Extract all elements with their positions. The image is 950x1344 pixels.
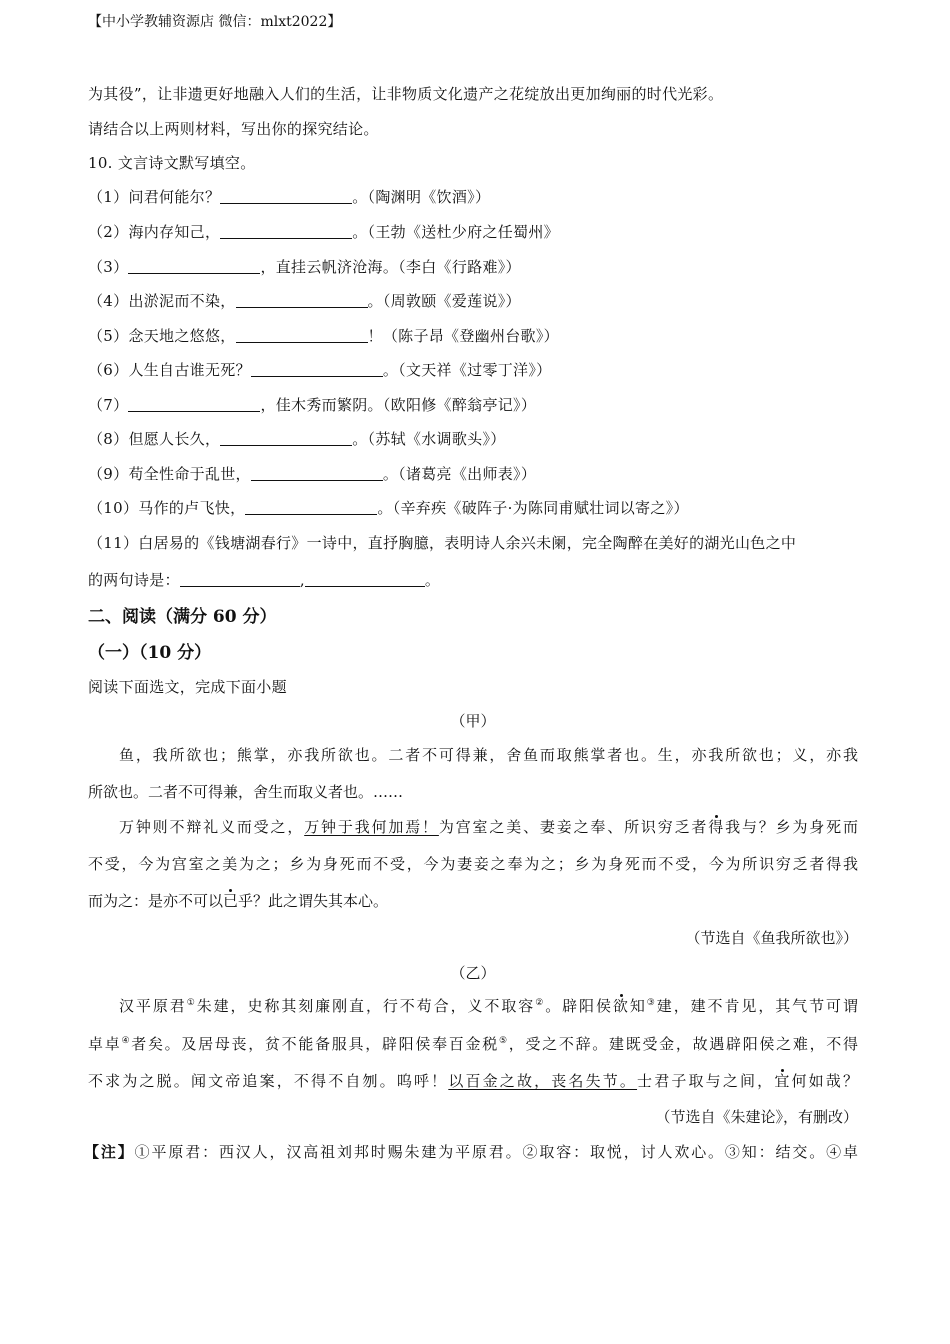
- notes-text: ①平原君：西汉人，汉高祖刘邦时赐朱建为平原君。②取容：取悦，讨人欢心。③知：结交。④卓: [134, 1143, 858, 1161]
- item-prefix: （6）人生自古谁无死？: [88, 361, 251, 379]
- yi-line-2: [88, 1033, 858, 1054]
- item-prefix: （4）出淤泥而不染，: [88, 292, 236, 310]
- item-prefix: （3）: [88, 258, 129, 276]
- question-10-item: [88, 428, 506, 449]
- item-suffix: ，佳木秀而繁阴。（欧阳修《醉翁亭记》）: [260, 396, 537, 414]
- notes-label: 【注】: [84, 1143, 135, 1161]
- answer-blank[interactable]: [305, 572, 425, 587]
- yi-source: （节选自《朱建论》，有删改）: [655, 1108, 858, 1126]
- dotted-character: 已: [223, 892, 239, 910]
- text-span: 万钟则不辩礼义而受之，: [119, 818, 305, 836]
- text-span: ，受之不辞。建既受金，故遇辟阳侯之难，不得: [508, 1035, 858, 1053]
- question-10-item: [88, 325, 559, 346]
- intro-line-2: 请结合以上两则材料，写出你的探究结论。: [88, 120, 379, 138]
- passage-jia-label: （甲）: [450, 712, 496, 730]
- answer-blank[interactable]: [251, 362, 383, 377]
- text-span: 士君子取与之间，: [637, 1072, 775, 1090]
- item-11-line-2: [88, 569, 440, 590]
- item-suffix: 。（文天祥《过零丁洋》）: [382, 361, 552, 379]
- item-prefix: （7）: [88, 396, 129, 414]
- item-11-prefix: 的两句诗是：: [88, 571, 180, 589]
- item-prefix: （8）但愿人长久，: [88, 430, 221, 448]
- footnote-marker: ②: [535, 998, 546, 1008]
- item-suffix: 。（陶渊明《饮酒》）: [352, 188, 491, 206]
- answer-blank[interactable]: [128, 259, 260, 274]
- jia-paragraph-2-line-2: 不受，今为宫室之美为之；乡为身死而不受，今为妻妾之奉为之；乡为身死而不受，今为所识穷乏者得我: [88, 855, 858, 873]
- answer-blank[interactable]: [220, 431, 352, 446]
- answer-blank[interactable]: [236, 293, 368, 308]
- underlined-sentence: 万钟于我何加焉！: [304, 818, 439, 836]
- item-prefix: （9）苟全性命于乱世，: [88, 465, 251, 483]
- item-11-line-1: （11）白居易的《钱塘湖春行》一诗中，直抒胸臆，表明诗人余兴未阑，完全陶醉在美好的湖光山色之中: [88, 534, 797, 552]
- text-span: 知: [629, 997, 647, 1015]
- page-header: 【中小学教辅资源店 微信：mlxt2022】: [88, 14, 342, 30]
- item-prefix: （10）马作的卢飞快，: [88, 499, 246, 517]
- dotted-character: 得: [708, 818, 726, 836]
- text-span: 何如哉？: [791, 1072, 858, 1090]
- text-span: 。辟阳侯: [545, 997, 613, 1015]
- item-suffix: 。（苏轼《水调歌头》）: [352, 430, 506, 448]
- footnote-marker: ①: [186, 998, 197, 1008]
- answer-blank[interactable]: [251, 466, 383, 481]
- text-span: 卓卓: [88, 1035, 122, 1053]
- item-11-suffix: 。: [424, 571, 441, 589]
- item-prefix: （1）问君何能尔？: [88, 188, 221, 206]
- text-span: 而为之：是亦不可以: [88, 892, 224, 910]
- question-10-item: [88, 463, 536, 484]
- section-2-title: 二、阅读（满分 60 分）: [88, 607, 277, 627]
- footnote-marker: ③: [646, 998, 657, 1008]
- question-10-item: [88, 394, 536, 415]
- answer-blank[interactable]: [220, 189, 352, 204]
- text-span: 朱建，史称其刻廉刚直，行不苟合，义不取容: [196, 997, 536, 1015]
- answer-blank[interactable]: [220, 224, 352, 239]
- answer-blank[interactable]: [128, 397, 260, 412]
- text-span: 乎？此之谓失其本心。: [238, 892, 389, 910]
- question-10-item: [88, 256, 521, 277]
- item-suffix: ！（陈子昂《登幽州台歌》）: [367, 327, 559, 345]
- item-suffix: 。（周敦颐《爱莲说》）: [367, 292, 521, 310]
- jia-paragraph-2-line-1: [88, 816, 858, 837]
- jia-paragraph-1-line-2: 所欲也。二者不可得兼，舍生而取义者也。……: [88, 783, 404, 801]
- answer-blank[interactable]: [236, 328, 368, 343]
- text-span: 者矣。及居母丧，贫不能备服具，辟阳侯奉百金税: [131, 1035, 499, 1053]
- underlined-sentence: 以百金之故，丧名失节。: [448, 1072, 638, 1090]
- reading-instruction: 阅读下面选文，完成下面小题: [88, 678, 287, 696]
- notes-line: [84, 1141, 858, 1162]
- answer-blank[interactable]: [245, 500, 377, 515]
- question-10-item: [88, 186, 490, 207]
- item-11-separator: ,: [299, 571, 305, 589]
- question-10-item: [88, 359, 551, 380]
- jia-paragraph-2-line-3: [88, 890, 858, 911]
- item-suffix: 。（诸葛亮《出师表》）: [382, 465, 537, 483]
- item-suffix: 。（辛弃疾《破阵子·为陈同甫赋壮词以寄之》）: [377, 499, 689, 517]
- answer-blank[interactable]: [180, 572, 300, 587]
- yi-line-3: [88, 1070, 858, 1091]
- jia-paragraph-1-line-1: 鱼，我所欲也；熊掌，亦我所欲也。二者不可得兼，舍鱼而取熊掌者也。生，亦我所欲也；义，亦我: [119, 746, 858, 764]
- question-10-title: 10. 文言诗文默写填空。: [88, 154, 256, 172]
- text-span: 建，建不肯见，其气节可谓: [656, 997, 858, 1015]
- footnote-marker: ④: [121, 1036, 132, 1046]
- question-10-item: [88, 290, 521, 311]
- item-prefix: （5）念天地之悠悠，: [88, 327, 236, 345]
- text-span: 汉平原君: [119, 997, 187, 1015]
- jia-source: （节选自《鱼我所欲也》）: [685, 929, 858, 947]
- section-2-sub-title: （一）（10 分）: [88, 643, 212, 663]
- dotted-character: 欲: [612, 997, 630, 1015]
- intro-line-1: 为其役”，让非遗更好地融入人们的生活，让非物质文化遗产之花绽放出更加绚丽的时代光彩。: [88, 85, 724, 103]
- item-prefix: （2）海内存知己，: [88, 223, 221, 241]
- text-span: 不求为之脱。闻文帝追案，不得不自刎。呜呼！: [88, 1072, 449, 1090]
- yi-line-1: [88, 995, 858, 1016]
- footnote-marker: ⑤: [498, 1036, 509, 1046]
- item-suffix: 。（王勃《送杜少府之任蜀州》: [352, 223, 559, 241]
- text-span: 我与？乡为身死而: [725, 818, 858, 836]
- text-span: 为宫室之美、妻妾之奉、所识穷乏者: [438, 818, 709, 836]
- dotted-character: 宜: [774, 1072, 792, 1090]
- item-suffix: ，直挂云帆济沧海。（李白《行路难》）: [260, 258, 521, 276]
- question-10-item: [88, 497, 689, 518]
- question-10-item: [88, 221, 559, 242]
- passage-yi-label: （乙）: [450, 964, 496, 982]
